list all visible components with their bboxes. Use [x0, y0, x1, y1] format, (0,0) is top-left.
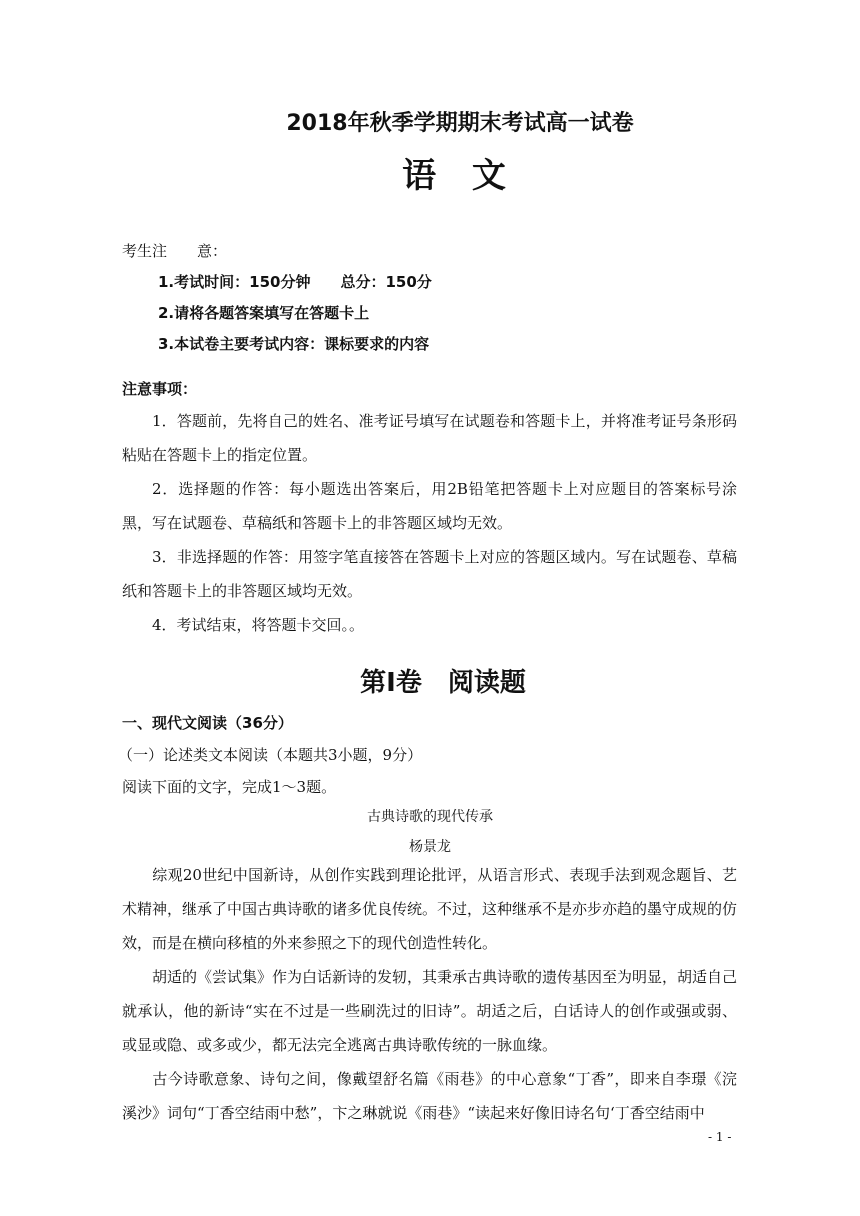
rule-text: 3．非选择题的作答：用签字笔直接答在答题卡上对应的答题区域内。写在试题卷、草稿纸和答题卡上的非答题区域均无效。 — [122, 548, 737, 600]
rules-heading: 注意事项： — [122, 380, 198, 398]
paragraph-text: 胡适的《尝试集》作为白话新诗的发轫，其秉承古典诗歌的遗传基因至为明显，胡适自己就承认，他的新诗“实在不过是一些刷洗过的旧诗”。胡适之后，白话诗人的创作或强或弱、或显或隐、或多或少，都无法完全逃离古典诗歌传统的一脉血缘。 — [122, 968, 738, 1054]
article-author: 杨景龙 — [409, 839, 451, 855]
reading-instruction: 阅读下面的文字，完成1～3题。 — [122, 778, 337, 796]
candidate-notice-label: 考生注 意： — [122, 242, 228, 260]
article-paragraph — [122, 858, 737, 960]
rule-item — [122, 608, 737, 642]
rule-text: 4．考试结束，将答题卡交回。。 — [152, 616, 365, 634]
candidate-notice-item: 1.考试时间：150分钟 总分：150分 — [158, 273, 432, 291]
page-number: - 1 - — [708, 1130, 732, 1144]
subject-title: 语 文 — [402, 156, 518, 196]
article-title: 古典诗歌的现代传承 — [367, 809, 493, 825]
paragraph-text: 综观20世纪中国新诗，从创作实践到理论批评，从语言形式、表现手法到观念题旨、艺术精神，继承了中国古典诗歌的诸多优良传统。不过，这种继承不是亦步亦趋的墨守成规的仿效，而是在横向移植的外来参照之下的现代创造性转化。 — [122, 866, 738, 952]
candidate-notice-item: 3.本试卷主要考试内容：课标要求的内容 — [158, 335, 430, 353]
rule-item — [122, 404, 737, 472]
section-heading: 一、现代文阅读（36分） — [122, 714, 293, 732]
subsection-heading: （一）论述类文本阅读（本题共3小题，9分） — [118, 746, 423, 764]
rule-text: 1．答题前，先将自己的姓名、准考证号填写在试题卷和答题卡上，并将准考证号条形码粘贴在答题卡上的指定位置。 — [122, 412, 737, 464]
article-paragraph — [122, 960, 737, 1062]
rule-text: 2．选择题的作答：每小题选出答案后，用2B铅笔把答题卡上对应题目的答案标号涂黑，写在试题卷、草稿纸和答题卡上的非答题区域均无效。 — [122, 480, 737, 532]
rule-item — [122, 472, 737, 540]
rule-item — [122, 540, 737, 608]
exam-title: 2018年秋季学期期末考试高一试卷 — [286, 111, 634, 136]
candidate-notice-item: 2.请将各题答案填写在答题卡上 — [158, 304, 370, 322]
volume-title: 第Ⅰ卷 阅读题 — [360, 668, 526, 698]
paragraph-text: 古今诗歌意象、诗句之间，像戴望舒名篇《雨巷》的中心意象“丁香”，即来自李璟《浣溪沙》词句“丁香空结雨中愁”，卞之琳就说《雨巷》“读起来好像旧诗名句‘丁香空结雨中 — [122, 1070, 737, 1122]
article-paragraph — [122, 1062, 737, 1130]
